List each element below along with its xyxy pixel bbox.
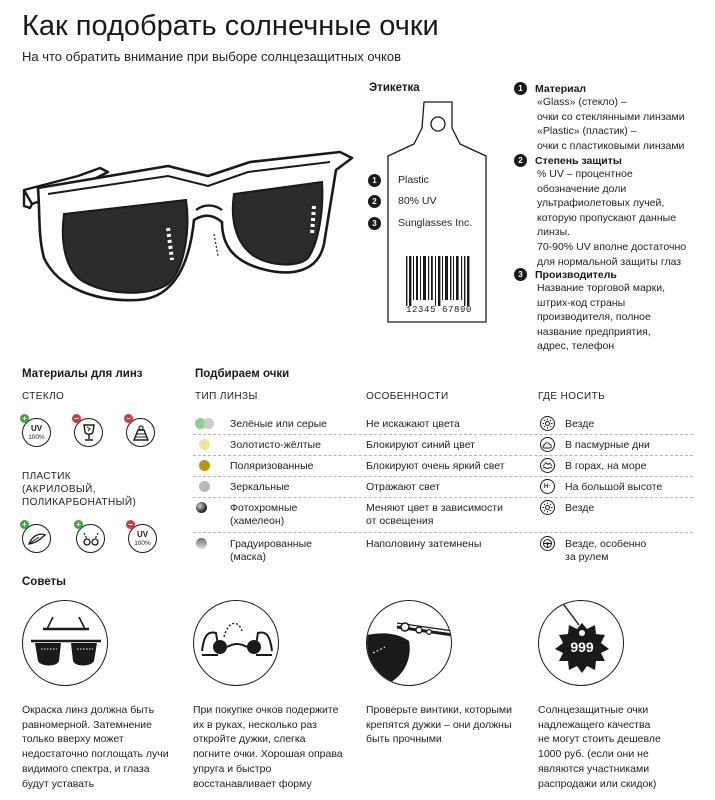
tip-uniform-tint-illustration [22,600,108,686]
lens-color-dot [203,418,214,429]
page-subtitle: На что обратить внимание при выборе солнцезащитных очков [22,49,402,64]
row-type: Золотисто-жёлтые [230,439,321,451]
row-where: В горах, на море [565,460,647,472]
legend-body [514,281,714,354]
price-tag-shape [382,98,494,330]
row-type-line: Фотохромные [230,502,298,514]
plastic-label-line: (АКРИЛОВЫЙ, [22,484,96,495]
legend-line: «Glass» (стекло) – [537,96,627,108]
row-divider [193,455,693,456]
sunglasses-illustration [18,148,363,318]
sun-icon [540,500,555,515]
legend-line: штрих-код страны [537,296,626,309]
minus-badge: – [72,414,81,423]
row-feature: Блокируют очень яркий свет [366,460,505,472]
tip-text-1 [22,703,192,791]
col-type-header: ТИП ЛИНЗЫ [195,391,258,402]
altitude-icon: H↑ [540,479,555,494]
tip-line: крепятся дужки – они должны [366,718,512,731]
legend-title: Степень защиты [535,154,622,167]
legend-num: 2 [514,154,527,167]
row-feature: Наполовину затемнены [366,538,482,550]
legend-manufacturer [514,268,714,354]
legend-num: 1 [514,82,527,95]
tip-line: равномерной. Затемнение [22,718,152,731]
label-marker-3: 3 [368,217,381,230]
tip-line: будут уставать [22,777,95,790]
tip-text-4 [538,703,710,791]
plastic-label [22,470,136,509]
row-type: Поляризованные [230,460,314,472]
label-uv: 80% UV [398,195,437,207]
lens-color-dot [196,502,207,513]
tip-flex-test-illustration [193,600,279,686]
plus-badge: + [20,414,29,423]
price-tag-value: 999 [570,639,594,655]
table-heading: Подбираем очки [195,368,290,380]
row-divider [193,434,693,435]
tip-line: являются участниками [538,762,650,775]
tip-line: не могут стоить дешевле [538,733,661,746]
row-type: Зеркальные [230,481,290,493]
barcode-number: 12345 67890 [406,305,473,315]
row-type-line: (хамелеон) [230,515,285,527]
row-type: Зелёные или серые [230,418,327,430]
tip-line: распродажи или скидок) [538,777,657,790]
legend-line: для нормальной защиты глаз [537,255,682,268]
row-feature: Отражают свет [366,481,440,493]
plastic-label-line: ПОЛИКАРБОНАТНЫЙ) [22,497,137,508]
uv-percent: 100% [28,433,45,441]
tip-price-illustration [538,600,624,686]
tip-line: При покупке очков подержите [193,704,339,716]
tips-heading: Советы [22,576,66,588]
row-where-line: Везде, особенно [565,538,647,550]
plus-badge: + [74,520,83,529]
legend-body [514,167,714,269]
mountain-sea-icon [540,458,555,473]
tip-line: откройте дужки, слегка [193,733,306,746]
steering-wheel-icon [540,536,555,551]
tip-screws-illustration [366,600,452,686]
row-type-line: (маска) [230,551,266,563]
legend-line: 70-90% UV вполне достаточно [537,240,687,253]
legend-line: очки с пластиковыми линзами [537,139,685,152]
tip-line: Солнцезащитные очки [538,704,649,716]
tip-line: погните очки. Хорошая оправа [193,748,343,761]
minus-badge: – [124,414,133,423]
legend-num: 3 [514,268,527,281]
sun-icon [540,416,555,431]
legend-title: Производитель [535,268,617,281]
lens-color-dot [196,538,207,549]
cloud-icon [540,437,555,452]
col-features-header: ОСОБЕННОСТИ [366,391,449,402]
row-where: Везде [565,418,595,430]
row-feature [366,502,503,528]
uv-text: UV [136,529,149,539]
minus-badge: – [126,520,135,529]
legend-line: Название торговой марки, [537,282,666,294]
uv-percent: 100% [134,539,151,547]
tip-line: видимого спектра, и глаза [22,762,150,775]
tip-line: Проверьте винтики, которыми [366,704,512,716]
lens-color-dot [199,439,210,450]
page-title: Как подобрать солнечные очки [22,10,439,42]
tip-text-2 [193,703,363,791]
row-feature: Не искажают цвета [366,418,460,430]
tip-line: Окраска линз должна быть [22,704,155,716]
legend-line: линзы. [537,226,571,239]
tip-line: надлежащего качества [538,718,651,731]
label-marker-2: 2 [368,195,381,208]
legend-line: ультрафиолетовых лучей, [537,197,665,210]
tip-line: недостаточно поглощать лучи [22,748,169,761]
legend-title: Материал [535,82,587,95]
label-manufacturer: Sunglasses Inc. [398,217,473,229]
tip-line: их в руках, несколько раз [193,718,317,731]
plus-badge: + [20,520,29,529]
materials-heading: Материалы для линз [22,368,143,380]
legend-line: % UV – процентное [537,168,633,180]
legend-protection [514,154,714,269]
legend-line: очки со стеклянными линзами [537,110,685,123]
legend-line: производителя, полное [537,311,651,324]
row-feature-line: от освещения [366,515,434,527]
uv-text: UV [30,423,43,433]
tip-line: 1000 руб. (если они не [538,748,649,761]
lens-color-dot [199,481,210,492]
row-divider [193,532,693,533]
row-type-line: Градуированные [230,538,312,550]
row-where [565,538,646,564]
row-divider [193,476,693,477]
legend-material [514,82,714,153]
legend-body [514,95,714,153]
row-feature: Блокируют синий цвет [366,439,475,451]
legend-line: обозначение доли [537,182,627,195]
row-feature-line: Меняют цвет в зависимости [366,502,503,514]
label-material: Plastic [398,174,429,186]
row-type [230,538,312,564]
row-type [230,502,297,528]
glass-label: СТЕКЛО [22,391,65,402]
tip-line: упруга и быстро [193,762,272,775]
legend-line: адрес, телефон [537,340,615,353]
legend-line: название предприятия, [537,325,651,338]
col-where-header: ГДЕ НОСИТЬ [538,391,606,402]
row-where: Везде [565,502,595,514]
legend-line: «Plastic» (пластик) – [537,125,637,138]
label-marker-1: 1 [368,174,381,187]
row-divider [193,497,693,498]
label-heading: Этикетка [369,82,420,94]
row-where: В пасмурные дни [565,439,650,451]
plastic-label-line: ПЛАСТИК [22,471,72,482]
lens-color-dot [199,460,210,471]
row-where: На большой высоте [565,481,663,493]
tip-line: только вверху может [22,733,124,746]
legend-line: которую пропускают данные [537,211,677,224]
row-where-line: за рулем [565,551,609,563]
tip-line: быть прочными [366,733,442,746]
tip-line: восстанавливает форму [193,777,312,790]
tip-text-3 [366,703,536,747]
